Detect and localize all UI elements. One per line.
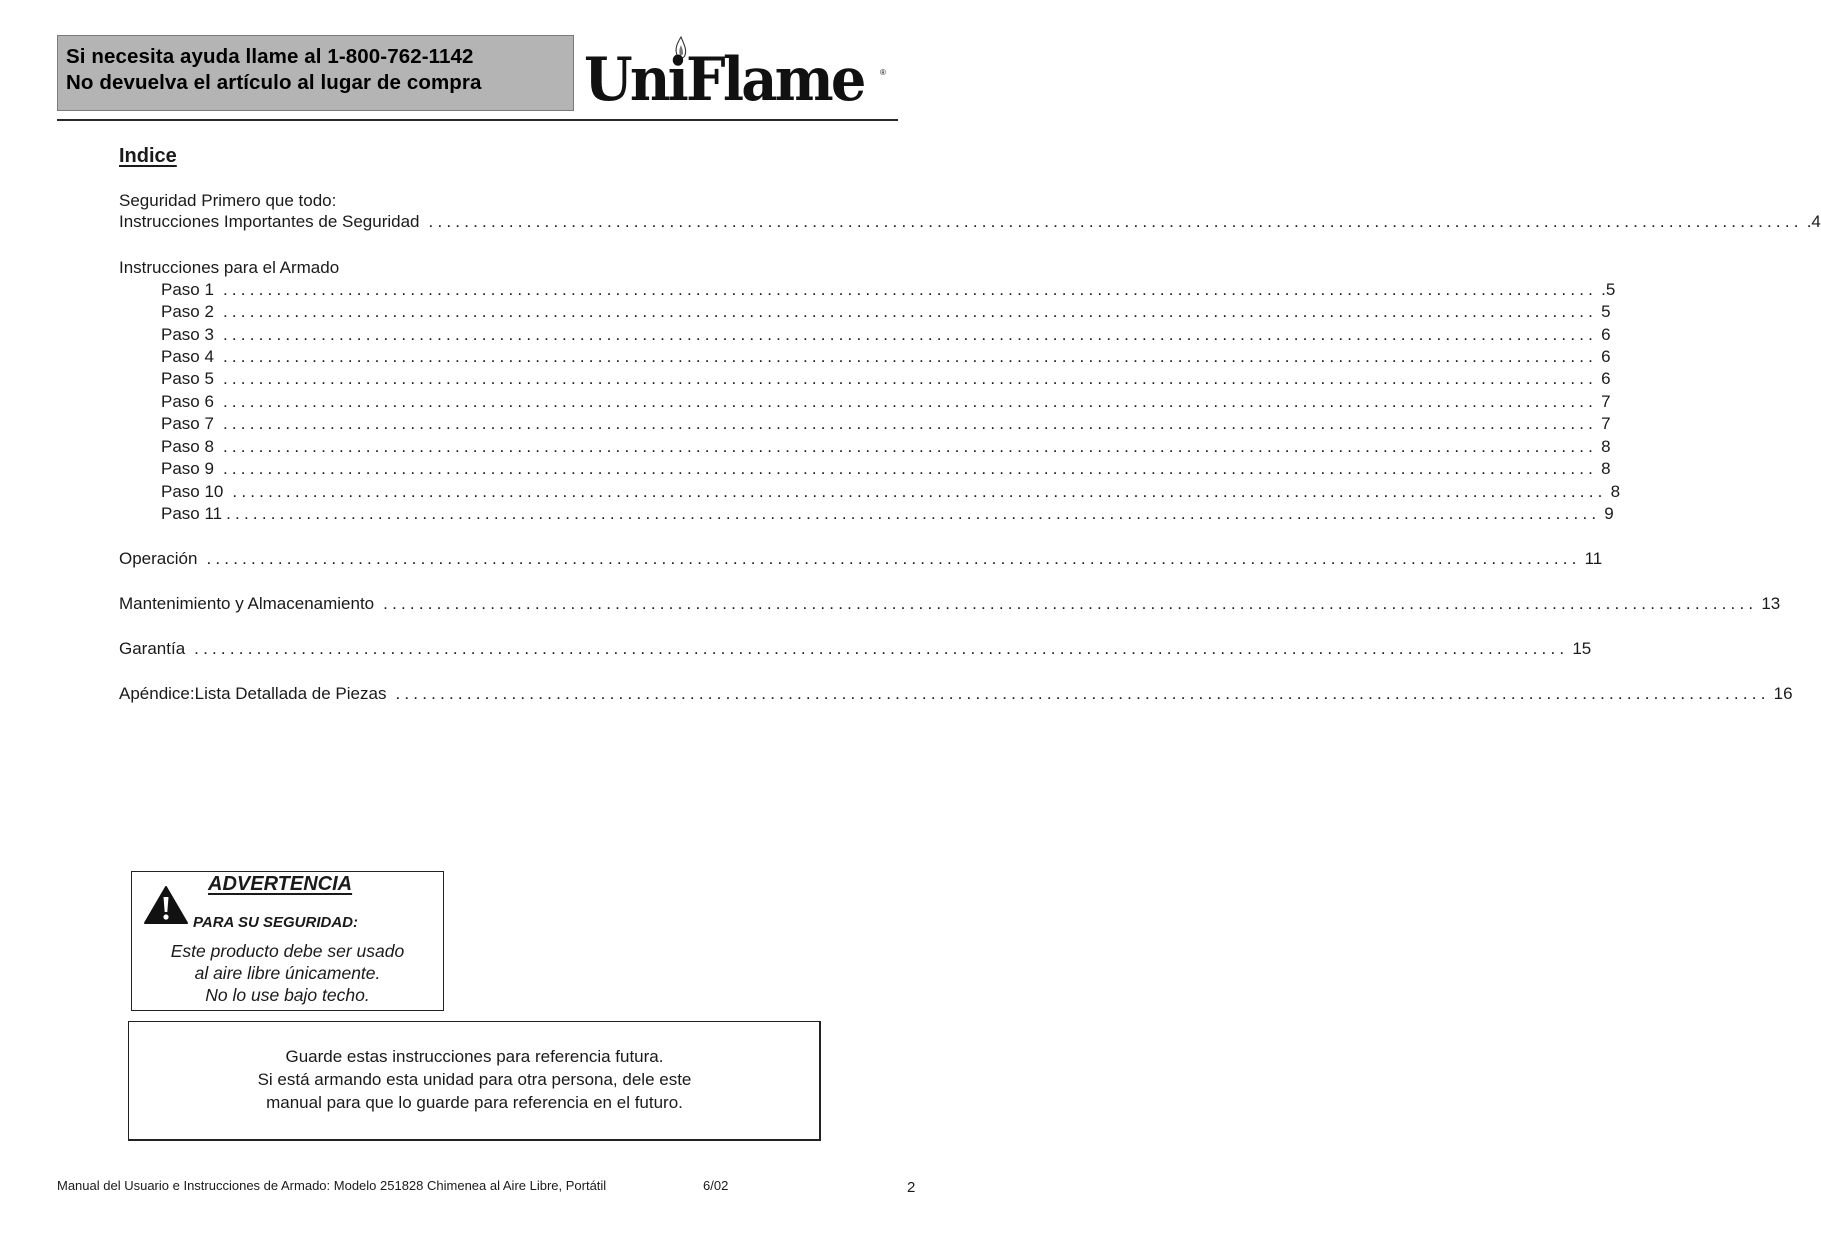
toc-entry-page: 6: [1601, 325, 1611, 344]
toc-entry-label: Instrucciones Importantes de Seguridad: [119, 212, 420, 231]
toc-entry-label: Paso 6: [161, 392, 214, 411]
toc-entry-step[interactable]: [161, 414, 1611, 436]
toc-entry-label: Mantenimiento y Almacenamiento: [119, 594, 375, 613]
dot-leader: ..........................................................................................................................................................: [222, 459, 1598, 478]
toc-entry-page: 11: [1584, 549, 1603, 568]
toc-entry-page: 15: [1572, 639, 1592, 658]
notice-line: manual para que lo guarde para referencia en el futuro.: [266, 1093, 683, 1112]
save-instructions-box: [128, 1021, 821, 1141]
toc-entry-page: 13: [1761, 594, 1781, 613]
toc-entry-step[interactable]: [161, 347, 1611, 369]
toc-entry-label: Garantía: [119, 639, 186, 658]
dot-leader: ..........................................................................................................................................................: [222, 437, 1598, 456]
warning-triangle-icon: [143, 885, 189, 925]
toc-entry-warranty[interactable]: [119, 639, 1592, 661]
toc-entry-page: 16: [1773, 684, 1793, 703]
toc-entry-page: 7: [1601, 414, 1611, 433]
toc-entry-step[interactable]: [161, 280, 1616, 302]
toc-entry-page: 6: [1601, 369, 1611, 388]
dot-leader: ..........................................................................................................................................................: [222, 369, 1598, 388]
dot-leader: ..........................................................................................................................................................: [383, 594, 1758, 613]
registered-mark: ®: [880, 68, 886, 77]
footer-manual-title: Manual del Usuario e Instrucciones de Armado: Modelo 251828 Chimenea al Aire Libre, Portátil: [57, 1178, 607, 1193]
dot-leader: ..........................................................................................................................................................: [222, 280, 1598, 299]
assembly-heading: Instrucciones para el Armado: [119, 258, 340, 277]
dot-leader: ..........................................................................................................................................................: [222, 414, 1598, 433]
header-divider: [57, 119, 898, 121]
dot-leader: ..........................................................................................................................................................: [226, 504, 1601, 523]
toc-entry-page: 9: [1604, 504, 1614, 523]
help-banner: [57, 35, 574, 111]
toc-entry-page: 6: [1601, 347, 1611, 366]
toc-entry-label: Paso 11: [161, 504, 223, 523]
notice-line: Si está armando esta unidad para otra persona, dele este: [257, 1070, 692, 1089]
toc-entry-page: .5: [1601, 280, 1616, 299]
toc-entry-label: Paso 10: [161, 482, 224, 501]
brand-logo: [584, 36, 889, 114]
dot-leader: ..........................................................................................................................................................: [194, 639, 1569, 658]
footer-date: 6/02: [703, 1178, 729, 1193]
return-notice-line: No devuelva el artículo al lugar de compra: [66, 71, 482, 94]
toc-entry-label: Paso 1: [161, 280, 214, 299]
toc-entry-step[interactable]: [161, 437, 1611, 459]
dot-leader: ..........................................................................................................................................................: [222, 392, 1598, 411]
safety-heading: Seguridad Primero que todo:: [119, 191, 337, 210]
toc-entry-page: 7: [1601, 392, 1611, 411]
toc-entry-maintenance[interactable]: [119, 594, 1781, 616]
toc-entry-step[interactable]: [161, 392, 1611, 414]
help-phone-line: Si necesita ayuda llame al 1-800-762-1142: [66, 45, 474, 68]
dot-leader: ..........................................................................................................................................................: [206, 549, 1581, 568]
toc-entry-appendix[interactable]: [119, 684, 1793, 706]
toc-entry-page: 5: [1601, 302, 1611, 321]
dot-leader: ..........................................................................................................................................................: [232, 482, 1607, 501]
toc-entry-label: Apéndice:Lista Detallada de Piezas: [119, 684, 387, 703]
toc-entry-operation[interactable]: [119, 549, 1603, 571]
toc-entry-page: .4: [1806, 212, 1821, 231]
warning-message: [132, 940, 443, 1006]
toc-entry-step[interactable]: [161, 482, 1621, 504]
toc-entry-page: 8: [1601, 437, 1611, 456]
dot-leader: ..........................................................................................................................................................: [222, 347, 1598, 366]
toc-entry-safety[interactable]: [119, 212, 1821, 234]
warning-line: al aire libre únicamente.: [194, 963, 381, 983]
toc-entry-page: 8: [1601, 459, 1611, 478]
page-number: 2: [907, 1179, 916, 1196]
index-title: Indice: [119, 145, 177, 167]
dot-leader: ..........................................................................................................................................................: [395, 684, 1770, 703]
warning-title: ADVERTENCIA: [208, 873, 353, 895]
dot-leader: ..........................................................................................................................................................: [428, 212, 1803, 231]
save-instructions-text: [129, 1045, 820, 1114]
toc-entry-step[interactable]: [161, 504, 1614, 526]
toc-entry-label: Operación: [119, 549, 198, 568]
toc-entry-step[interactable]: [161, 325, 1611, 347]
toc-entry-label: Paso 8: [161, 437, 214, 456]
toc-entry-label: Paso 2: [161, 302, 214, 321]
toc-entry-step[interactable]: [161, 459, 1611, 481]
toc-entry-label: Paso 9: [161, 459, 214, 478]
toc-entry-label: Paso 4: [161, 347, 214, 366]
warning-line: No lo use bajo techo.: [205, 985, 370, 1005]
notice-line: Guarde estas instrucciones para referencia futura.: [285, 1047, 664, 1066]
toc-entry-step[interactable]: [161, 302, 1611, 324]
warning-subtitle: PARA SU SEGURIDAD:: [193, 914, 359, 931]
toc-entry-step[interactable]: [161, 369, 1611, 391]
warning-line: Este producto debe ser usado: [170, 941, 405, 961]
dot-leader: ..........................................................................................................................................................: [222, 325, 1598, 344]
toc-entry-page: 8: [1610, 482, 1621, 501]
warning-box: [131, 871, 444, 1011]
toc-entry-label: Paso 3: [161, 325, 214, 344]
dot-leader: ..........................................................................................................................................................: [222, 302, 1598, 321]
logo-wordmark: UniFlame: [584, 45, 864, 115]
toc-entry-label: Paso 7: [161, 414, 214, 433]
toc-entry-label: Paso 5: [161, 369, 214, 388]
